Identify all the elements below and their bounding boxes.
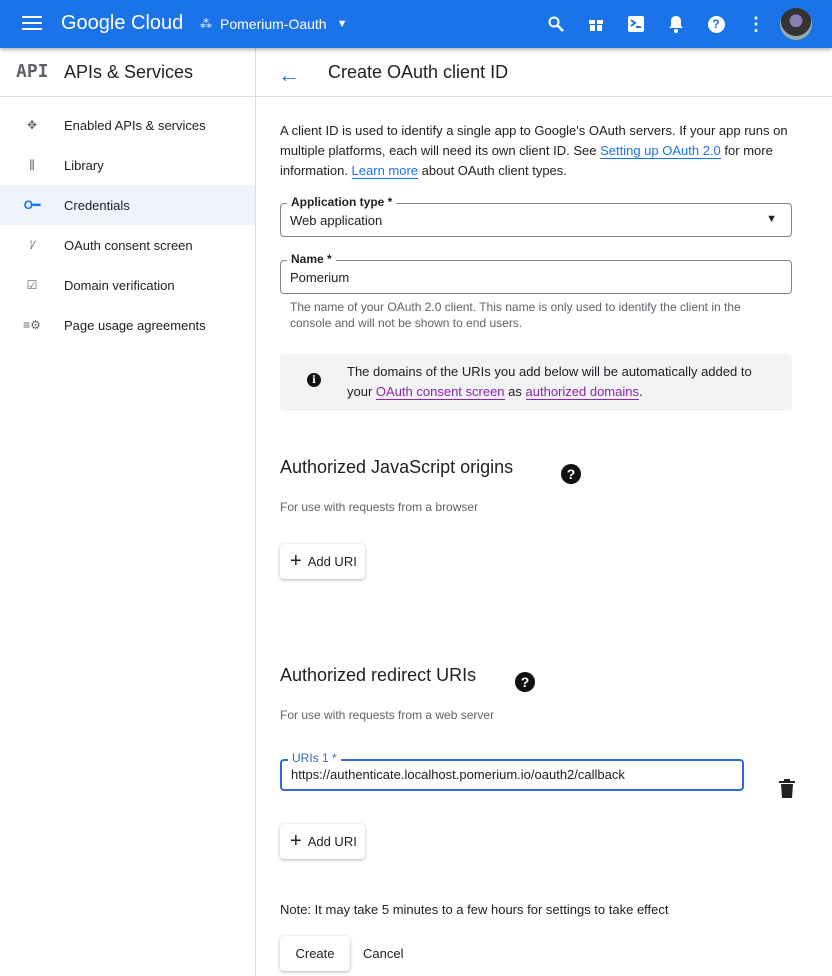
js-origins-subtext: For use with requests from a browser	[280, 500, 479, 514]
help-icon[interactable]: ?	[561, 464, 581, 484]
js-origins-heading: Authorized JavaScript origins	[280, 457, 514, 477]
key-icon: O━	[23, 198, 41, 212]
help-icon[interactable]: ?	[515, 672, 535, 692]
enabled-apis-icon: ✥	[26, 118, 38, 132]
plus-icon: +	[290, 830, 302, 852]
dropdown-arrow-icon: ▼	[766, 213, 777, 225]
sidebar-title: APIs & Services	[64, 62, 194, 82]
checkbox-icon: ☑	[26, 278, 38, 292]
help-icon[interactable]: ?	[706, 14, 726, 34]
project-selector[interactable]	[200, 10, 347, 38]
project-icon: ⁂	[200, 17, 212, 31]
sidebar-header	[0, 48, 255, 97]
name-helper-text: The name of your OAuth 2.0 client. This name is only used to identify the client in the console and will not be shown to end users.	[290, 300, 741, 330]
sidebar-item-page-usage[interactable]: ≡⚙ Page usage agreements	[23, 317, 206, 333]
add-js-origin-button[interactable]: + Add URI	[280, 544, 365, 579]
sidebar-item-enabled-apis[interactable]: ✥ Enabled APIs & services	[0, 105, 255, 145]
authorized-domains-link[interactable]: authorized domains	[525, 384, 639, 399]
top-bar	[0, 0, 832, 48]
google-cloud-logo[interactable]: Google Cloud	[61, 12, 184, 34]
notifications-icon[interactable]	[666, 14, 686, 34]
sidebar	[0, 48, 256, 976]
info-banner: i The domains of the URIs you add below will be automatically added to your OAuth consent screen as authorized domains.	[280, 354, 792, 411]
search-icon[interactable]	[546, 14, 566, 34]
add-redirect-uri-button[interactable]: + Add URI	[280, 824, 365, 859]
application-type-select[interactable]: Application type * Web application ▼	[280, 203, 792, 237]
redirect-uris-heading: Authorized redirect URIs	[280, 665, 477, 685]
delete-icon[interactable]	[779, 779, 795, 803]
menu-icon[interactable]	[22, 13, 42, 33]
sidebar-item-domain-verification[interactable]: ☑ Domain verification	[0, 265, 255, 305]
redirect-uris-subtext: For use with requests from a web server	[280, 708, 495, 722]
sidebar-item-credentials[interactable]: O━ Credentials	[0, 185, 255, 225]
note-text: Note: It may take 5 minutes to a few hours for settings to take effect	[280, 902, 669, 917]
project-name: Pomerium-Oauth	[220, 16, 327, 32]
sidebar-item-library[interactable]: ⫼ Library	[0, 145, 255, 185]
chevron-down-icon: ▼	[336, 18, 348, 30]
cancel-button[interactable]: Cancel	[363, 946, 404, 961]
settings-list-icon: ≡⚙	[23, 318, 41, 332]
more-vert-icon[interactable]: ⋮	[747, 13, 765, 34]
page-title: Create OAuth client ID	[328, 62, 509, 82]
intro-text: A client ID is used to identify a single app to Google's OAuth servers. If your app runs on multiple platforms, each will need its own client ID. See Setting up OAuth 2.0 for more information. Learn more about OAuth client types.	[280, 123, 788, 178]
oauth-consent-link[interactable]: OAuth consent screen	[375, 384, 505, 399]
library-icon: ⫼	[29, 157, 35, 172]
divider	[256, 96, 832, 97]
sidebar-item-oauth-consent[interactable]: ⁞⁄ OAuth consent screen	[0, 225, 255, 265]
create-button[interactable]: Create	[280, 936, 350, 971]
cloud-shell-icon[interactable]	[626, 14, 646, 34]
setting-up-oauth-link[interactable]: Setting up OAuth 2.0	[600, 143, 721, 158]
consent-icon: ⁞⁄	[29, 238, 35, 252]
info-icon: i	[307, 373, 321, 387]
name-input[interactable]: Name * Pomerium	[280, 260, 792, 294]
api-logo-icon: API	[16, 61, 49, 82]
avatar[interactable]	[780, 8, 812, 40]
back-arrow-icon[interactable]: ←	[278, 62, 300, 87]
learn-more-link[interactable]: Learn more	[351, 163, 419, 178]
redirect-uri-input[interactable]: URIs 1 * https://authenticate.localhost.pomerium.io/oauth2/callback	[280, 759, 744, 791]
plus-icon: +	[290, 550, 302, 572]
gift-icon[interactable]	[586, 14, 606, 34]
